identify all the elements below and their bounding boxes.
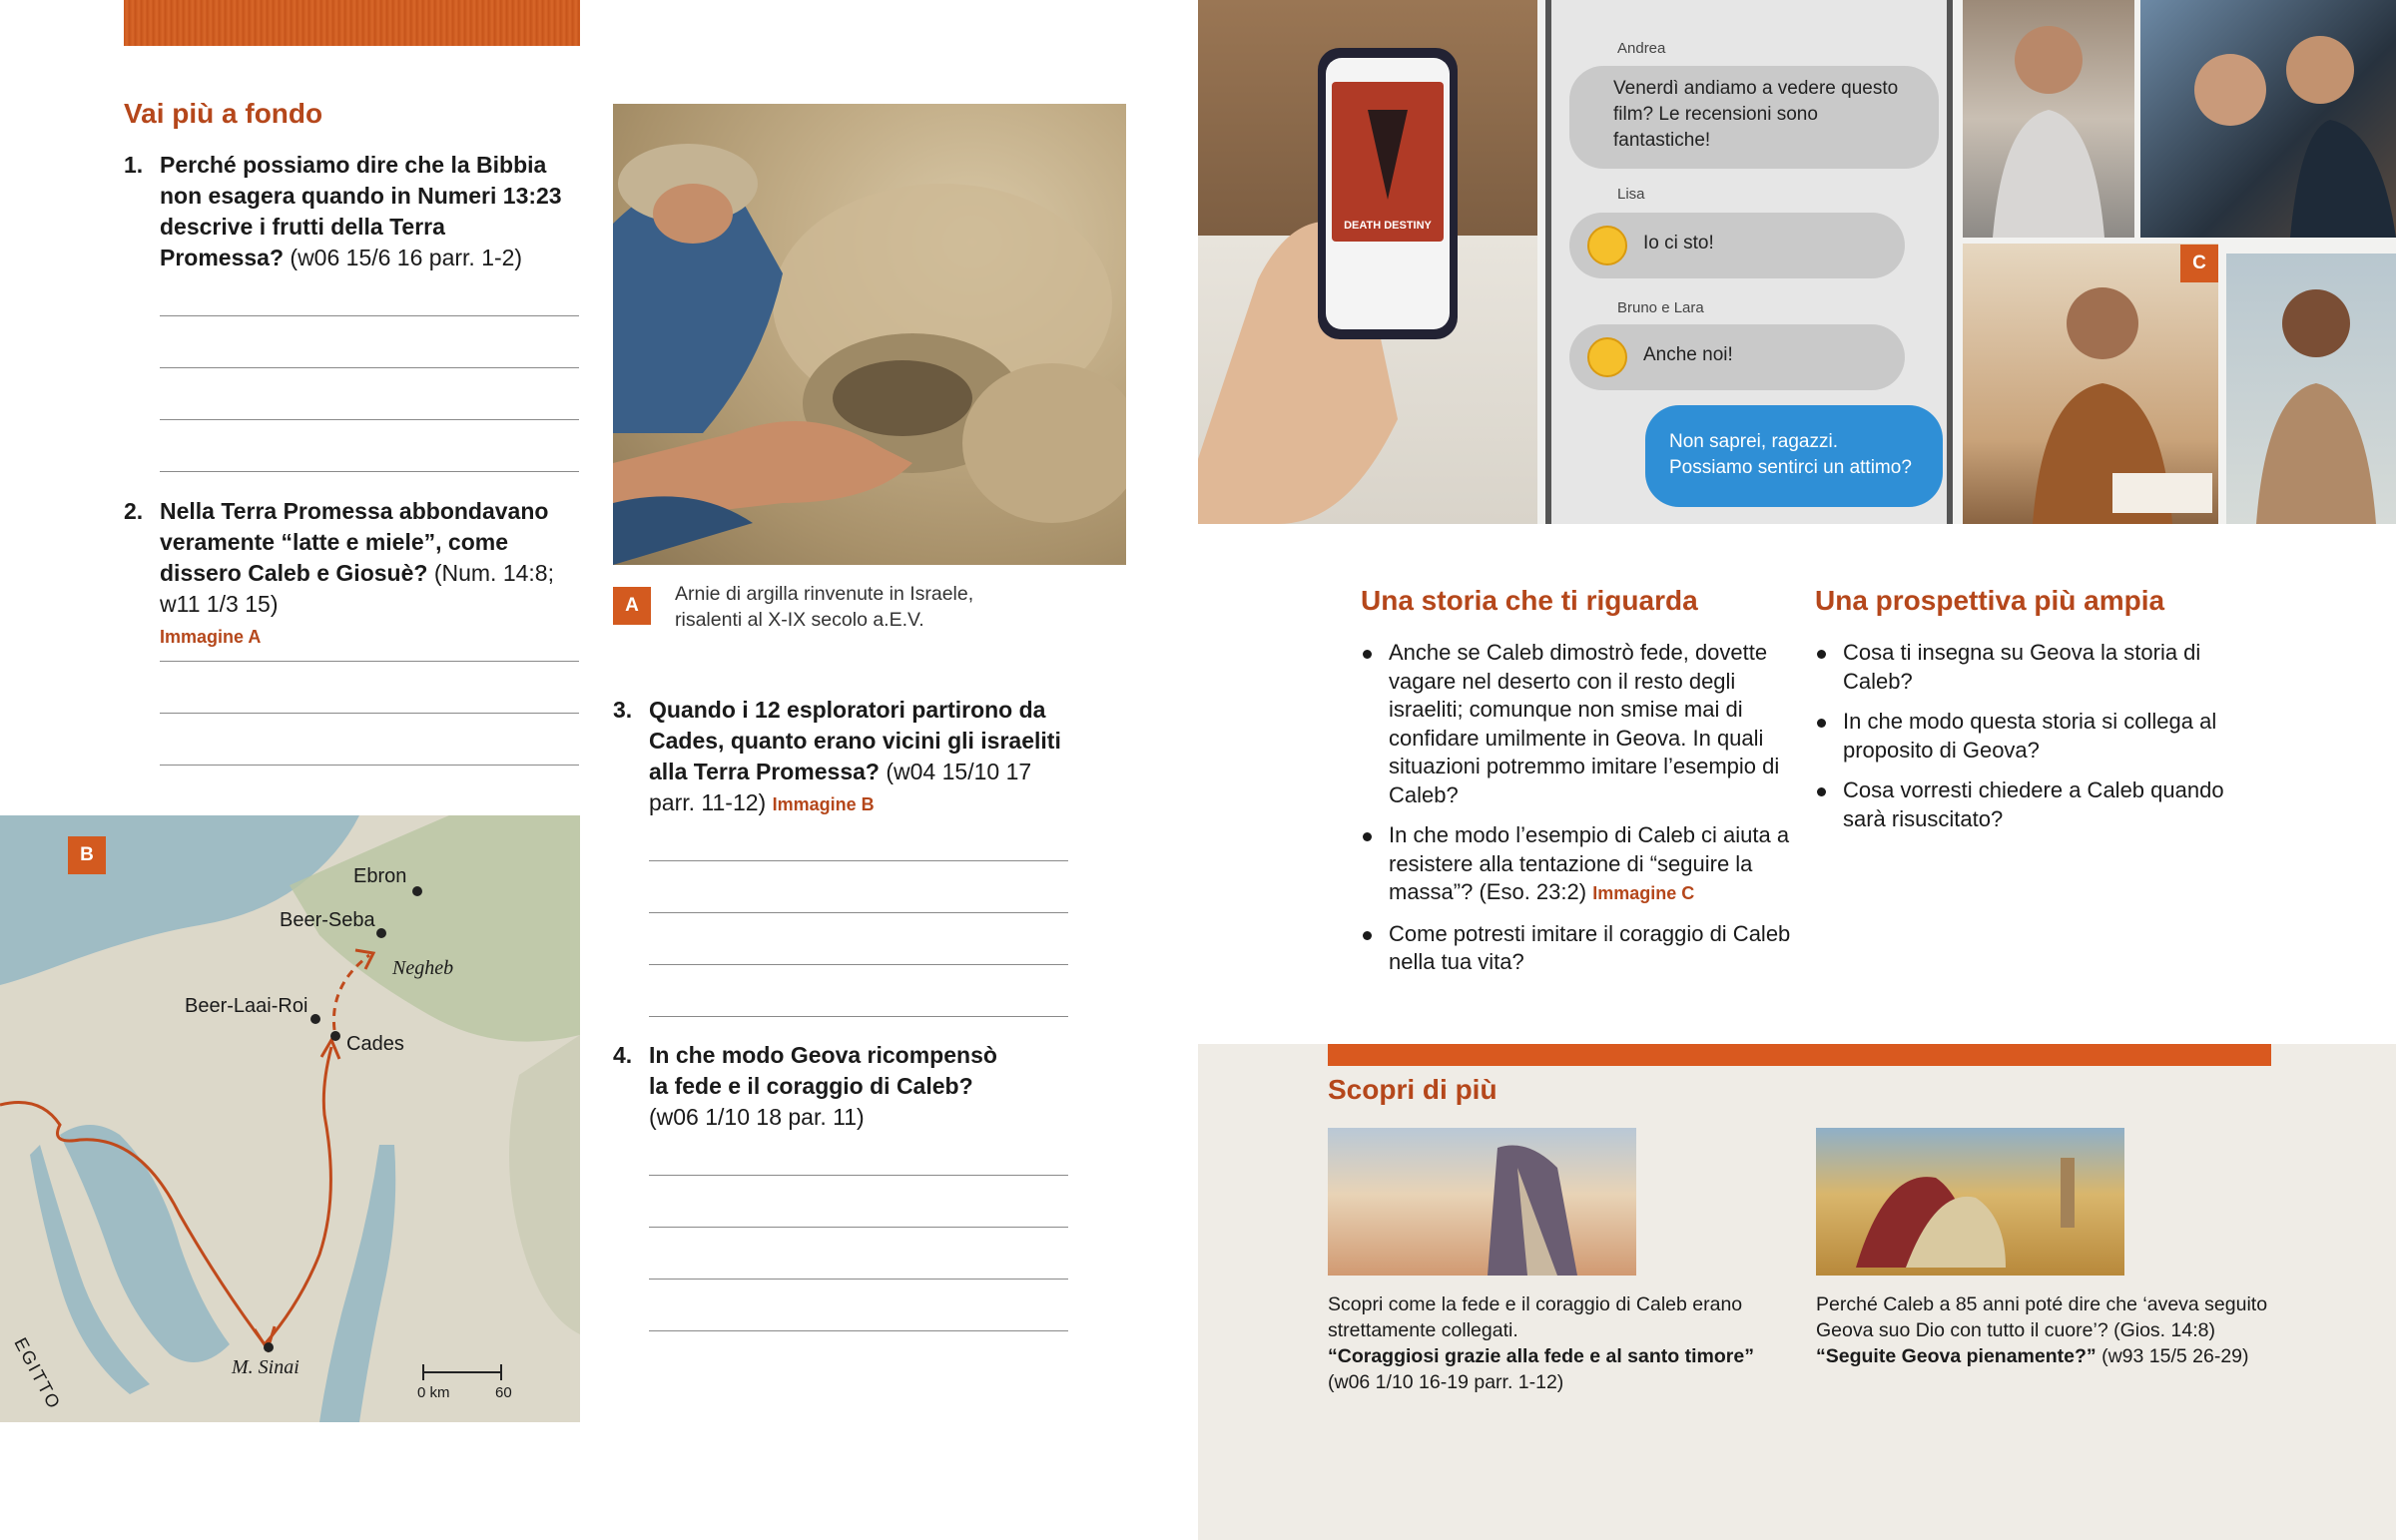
map-label-beer-seba: Beer-Seba (280, 909, 375, 931)
question-reference: (Num. 14:8; w11 1/3 15) (160, 560, 554, 617)
image-badge-c: C (2180, 245, 2218, 282)
chat-message: Non saprei, ragazzi. Possiamo sentirci un attimo? (1669, 431, 1912, 478)
question-number: 2. (124, 498, 144, 524)
bullet-text: Cosa ti insegna su Geova la storia di Caleb? (1843, 640, 2201, 694)
section-heading-prospettiva: Una prospettiva più ampia (1815, 585, 2165, 616)
bullet-text: Anche se Caleb dimostrò fede, dovette vagare nel deserto con il resto degli israeliti; comunque non smise mai di confidare umilmente in Geova. In quali situazioni potremmo imitare l’esempio di Caleb? (1389, 640, 1780, 807)
list-item (1815, 708, 2234, 765)
article-title-link[interactable]: “Seguite Geova pienamente?” (1816, 1345, 2096, 1367)
article-1-description (1328, 1291, 1767, 1395)
photo-young-man-with-phone (1963, 0, 2134, 238)
question-4 (613, 1040, 1012, 1133)
answer-line[interactable] (160, 315, 579, 316)
photo-woman-reading-phone (1963, 244, 2218, 524)
photo-illustration (2226, 254, 2396, 524)
question-reference: (w06 15/6 16 parr. 1-2) (290, 245, 523, 270)
chat-bubble-me (1645, 405, 1943, 507)
photo-couple-in-car (2140, 0, 2396, 238)
photo-illustration (2140, 0, 2396, 238)
list-item (1361, 821, 1800, 908)
question-text: Nella Terra Promessa abbondavano veramente “latte e miele”, come dissero Caleb e Giosuè? (160, 498, 549, 586)
movie-poster-title: DEATH DESTINY (1344, 220, 1432, 232)
chat-message: Venerdì andiamo a vedere questo film? Le recensioni sono fantastiche! (1613, 78, 1899, 151)
thumbnail-illustration (1816, 1128, 2124, 1276)
answer-line[interactable] (649, 1279, 1068, 1280)
map-label-cades: Cades (346, 1033, 404, 1055)
answer-line[interactable] (649, 1016, 1068, 1017)
section-heading-scopri: Scopri di più (1328, 1074, 1498, 1105)
perspective-bullet-list (1815, 639, 2234, 845)
chat-panel (1545, 0, 1953, 524)
image-reference-tag: Immagine A (160, 627, 262, 647)
story-bullet-list (1361, 639, 1800, 989)
section-heading-una-storia: Una storia che ti riguarda (1361, 585, 1698, 616)
article-title-link[interactable]: “Coraggiosi grazie alla fede e al santo timore” (1328, 1345, 1754, 1367)
photo-illustration (1963, 244, 2218, 524)
article-2-description (1816, 1291, 2285, 1369)
list-item (1361, 920, 1800, 977)
question-2 (124, 496, 583, 653)
map-label-egitto: EGITTO (10, 1334, 65, 1413)
list-item (1815, 776, 2234, 833)
bullet-text: Come potresti imitare il coraggio di Caleb nella tua vita? (1389, 920, 1791, 974)
map-scale-sixty: 60 (495, 1384, 512, 1401)
question-number: 1. (124, 152, 144, 178)
chat-message: Anche noi! (1643, 344, 1733, 365)
article-thumbnail-spies[interactable] (1816, 1128, 2124, 1276)
photo-phone-in-hand (1198, 0, 1537, 524)
bullet-text: In che modo l’esempio di Caleb ci aiuta a resistere alla tentazione di “seguire la massa”? (Eso. 23:2) (1389, 822, 1790, 904)
chat-sender-name: Bruno e Lara (1617, 299, 1704, 316)
star-struck-emoji-icon (1587, 337, 1627, 377)
article-text: Scopri come la fede e il coraggio di Caleb erano strettamente collegati. (1328, 1293, 1743, 1341)
phone-photo-illustration (1198, 0, 1537, 524)
image-badge-a: A (613, 587, 651, 625)
thumbnail-illustration (1328, 1128, 1636, 1276)
answer-line[interactable] (160, 367, 579, 368)
orange-divider-bar (1328, 1044, 2271, 1066)
photo-woman-with-phone (2226, 254, 2396, 524)
question-reference: (w06 1/10 18 par. 11) (649, 1104, 865, 1130)
list-item (1361, 639, 1800, 809)
article-thumbnail-caleb-desert[interactable] (1328, 1128, 1636, 1276)
question-text: In che modo Geova ricompensò la fede e il coraggio di Caleb? (649, 1042, 997, 1099)
map-label-ebron: Ebron (353, 865, 407, 887)
answer-line[interactable] (649, 1330, 1068, 1331)
answer-line[interactable] (649, 964, 1068, 965)
chat-sender-name: Andrea (1617, 40, 1666, 57)
answer-line[interactable] (160, 471, 579, 472)
bullet-text: In che modo questa storia si collega al proposito di Geova? (1843, 709, 2217, 763)
photo-collage-group-chat (1198, 0, 2396, 524)
chat-message: Io ci sto! (1643, 233, 1714, 254)
answer-line[interactable] (649, 860, 1068, 861)
sunglasses-emoji-icon (1587, 226, 1627, 265)
list-item (1815, 639, 2234, 696)
question-number: 4. (613, 1042, 633, 1068)
answer-line[interactable] (160, 661, 579, 662)
article-reference: (w06 1/10 16-19 parr. 1-12) (1328, 1371, 1564, 1393)
chat-bubble-andrea (1569, 66, 1939, 169)
chat-sender-name: Lisa (1617, 186, 1645, 203)
question-3 (613, 695, 1062, 820)
answer-line[interactable] (649, 1175, 1068, 1176)
question-text: Perché possiamo dire che la Bibbia non esagera quando in Numeri 13:23 descrive i frutti della Terra Promessa? (160, 152, 562, 270)
map-label-beer-laai-roi: Beer-Laai-Roi (185, 995, 308, 1017)
decorative-orange-strip (124, 0, 580, 46)
photo-clay-beehives (613, 104, 1126, 565)
answer-line[interactable] (160, 713, 579, 714)
map-sinai-to-hebron (0, 815, 580, 1422)
question-1 (124, 150, 563, 273)
answer-line[interactable] (649, 1227, 1068, 1228)
article-reference: (w93 15/5 26-29) (2101, 1345, 2249, 1367)
question-text: Quando i 12 esploratori partirono da Cades, quanto erano vicini gli israeliti alla Terra Promessa? (649, 697, 1061, 784)
map-label-sinai: M. Sinai (232, 1356, 300, 1378)
answer-line[interactable] (160, 765, 579, 766)
scopri-di-piu-panel (1198, 1044, 2396, 1540)
map-scale-zero: 0 km (417, 1384, 450, 1401)
question-number: 3. (613, 697, 633, 723)
question-reference: (w04 15/10 17 parr. 11-12) (649, 759, 1032, 815)
map-label-negheb: Negheb (392, 957, 454, 979)
photo-a-caption: Arnie di argilla rinvenute in Israele, risalenti al X-IX secolo a.E.V. (675, 583, 974, 631)
image-reference-tag: Immagine B (772, 794, 875, 814)
photo-illustration (613, 104, 1126, 565)
answer-line[interactable] (649, 912, 1068, 913)
article-text: Perché Caleb a 85 anni poté dire che ‘aveva seguito Geova suo Dio con tutto il cuore’? (Gios. 14:8) (1816, 1293, 2268, 1341)
answer-line[interactable] (160, 419, 579, 420)
image-badge-b: B (68, 836, 106, 874)
image-reference-tag: Immagine C (1592, 883, 1695, 903)
section-heading-vai-piu-a-fondo: Vai più a fondo (124, 98, 323, 129)
map-graphic (0, 815, 580, 1422)
photo-illustration (1963, 0, 2134, 238)
bullet-text: Cosa vorresti chiedere a Caleb quando sarà risuscitato? (1843, 777, 2224, 831)
